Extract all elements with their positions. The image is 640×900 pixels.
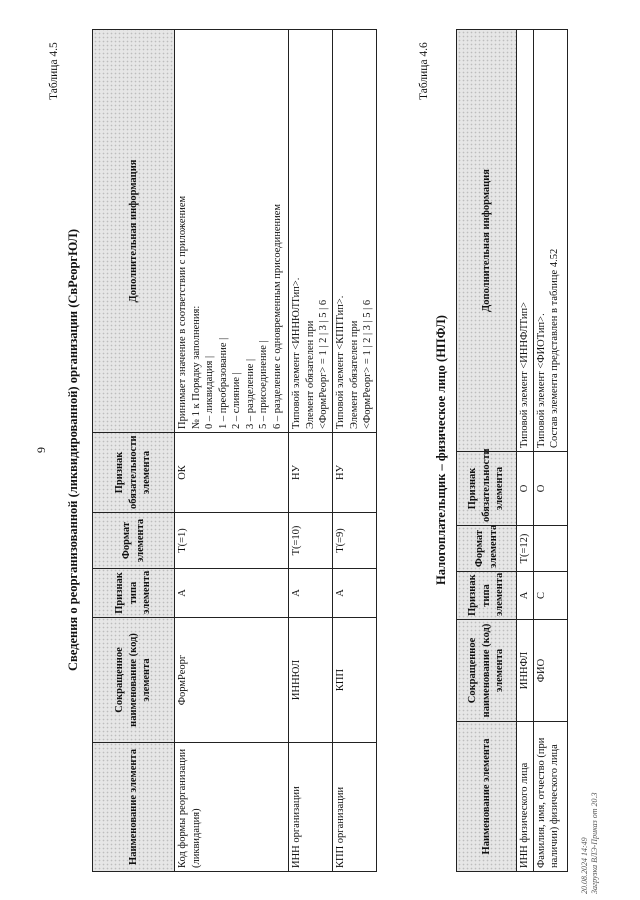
info-line: Типовой элемент <ИННЮЛТип>. xyxy=(291,277,302,429)
info-line: <ФормРеорг> = 1 | 2 | 3 | 5 | 6 xyxy=(318,299,329,429)
info-line: Типовой элемент <КППТип>. xyxy=(335,295,346,429)
cell-info xyxy=(533,30,567,452)
info-line: 2 – слияние | xyxy=(231,372,242,429)
header-cell: Сокращенное наименование (код) элемента xyxy=(457,620,517,722)
table-row xyxy=(175,30,289,872)
cell-code: КПП xyxy=(333,618,377,743)
table-4-6-header-row xyxy=(457,30,517,872)
header-cell: Формат элемента xyxy=(93,513,175,569)
cell-format: T(=1) xyxy=(175,513,289,569)
cell-required: О xyxy=(533,452,567,526)
table-4-5-label: Таблица 4.5 xyxy=(48,42,60,100)
table-4-5 xyxy=(92,29,377,872)
cell-info xyxy=(175,30,289,433)
cell-type: А xyxy=(517,572,534,620)
table-4-6-title: Налогоплательщик – физическое лицо (НПФЛ) xyxy=(434,315,448,585)
info-line: Принимает значение в соответствии с приложением xyxy=(177,195,188,429)
table-4-6-label: Таблица 4.6 xyxy=(418,42,430,100)
cell-name: Код формы реорганизации (ликвидация) xyxy=(175,743,289,872)
info-line: 0 – ликвидация | xyxy=(204,355,215,429)
cell-required: ОК xyxy=(175,433,289,513)
cell-name: КПП организации xyxy=(333,743,377,872)
header-cell: Признак обязательности элемента xyxy=(457,452,517,526)
info-line: № 1 к Порядку заполнения: xyxy=(190,305,202,429)
info-line: 5 – присоединение | xyxy=(258,340,269,429)
info-line: Типовой элемент <ФИОТип>. xyxy=(535,313,547,448)
header-cell: Признак типа элемента xyxy=(457,572,517,620)
cell-name: ИНН организации xyxy=(289,743,333,872)
stamp-line: Загрузка ВЛЭ-Приказ от 20.3 xyxy=(590,792,599,894)
cell-info xyxy=(333,30,377,433)
table-4-5-header-row xyxy=(93,30,175,872)
cell-type: А xyxy=(333,569,377,618)
cell-info xyxy=(517,30,534,452)
info-line: Элемент обязателен при xyxy=(348,320,360,429)
cell-info xyxy=(289,30,333,433)
header-cell: Наименование элемента xyxy=(457,722,517,872)
cell-format: T(=10) xyxy=(289,513,333,569)
cell-code: ФИО xyxy=(533,620,567,722)
cell-code: ИННФЛ xyxy=(517,620,534,722)
info-line: Состав элемента представлен в таблице 4.52 xyxy=(549,248,560,448)
cell-type: А xyxy=(175,569,289,618)
table-row xyxy=(333,30,377,872)
header-cell: Наименование элемента xyxy=(93,743,175,872)
print-stamp xyxy=(580,792,600,894)
info-line: Типовой элемент <ИННФЛТип> xyxy=(519,302,530,448)
header-cell: Признак обязательности элемента xyxy=(93,433,175,513)
cell-type: А xyxy=(289,569,333,618)
info-line: Элемент обязателен при xyxy=(304,320,316,429)
cell-required: НУ xyxy=(289,433,333,513)
info-line: 3 – разделение | xyxy=(244,358,256,429)
cell-code: ИННЮЛ xyxy=(289,618,333,743)
cell-format xyxy=(533,526,567,572)
table-row xyxy=(533,30,567,872)
table-4-5-title: Сведения о реорганизованной (ликвидированной) организации (СвРеоргЮЛ) xyxy=(66,229,80,671)
info-line: 1 – преобразование | xyxy=(217,337,229,429)
page-number: 9 xyxy=(34,447,48,453)
cell-format: T(=12) xyxy=(517,526,534,572)
cell-format: T(=9) xyxy=(333,513,377,569)
cell-code: ФормРеорг xyxy=(175,618,289,743)
header-cell: Формат элемента xyxy=(457,526,517,572)
header-cell: Сокращенное наименование (код) элемента xyxy=(93,618,175,743)
table-row xyxy=(517,30,534,872)
info-line: 6 – разделение с одновременным присоединением xyxy=(271,203,283,429)
cell-name: Фамилия, имя, отчество (при наличии) физического лица xyxy=(533,722,567,872)
info-line: <ФормРеорг> = 1 | 2 | 3 | 5 | 6 xyxy=(362,299,373,429)
table-4-6 xyxy=(456,29,568,872)
cell-name: ИНН физического лица xyxy=(517,722,534,872)
cell-required: О xyxy=(517,452,534,526)
header-cell: Дополнительная информация xyxy=(457,30,517,452)
header-cell: Признак типа элемента xyxy=(93,569,175,618)
stamp-line: 20.08.2024 14:49 xyxy=(580,837,589,894)
table-row xyxy=(289,30,333,872)
cell-required: НУ xyxy=(333,433,377,513)
header-cell: Дополнительная информация xyxy=(93,30,175,433)
cell-type: С xyxy=(533,572,567,620)
